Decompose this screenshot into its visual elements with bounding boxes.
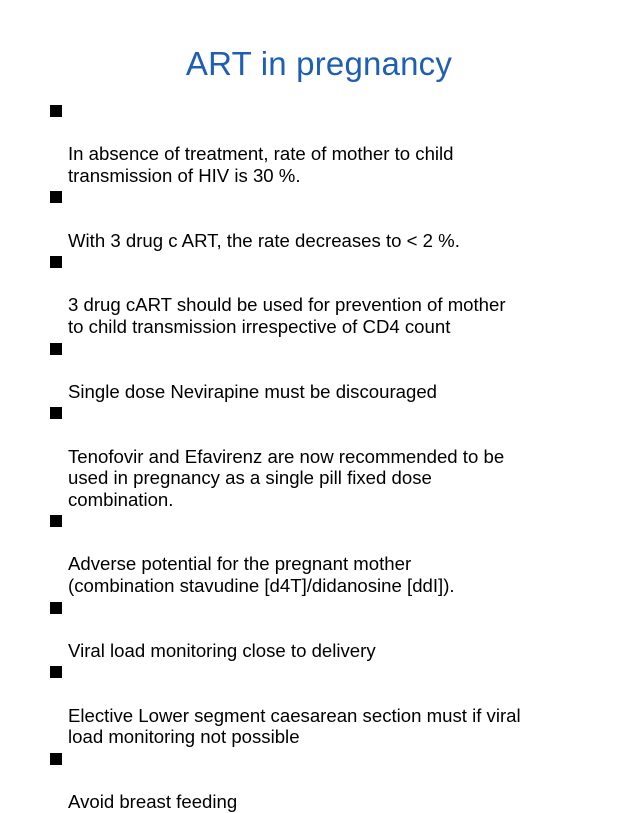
bullet-item <box>50 748 610 813</box>
bullet-text: Elective Lower segment caesarean section must if viral load monitoring not possible <box>68 704 521 748</box>
square-bullet-icon <box>50 191 62 203</box>
bullet-item <box>50 402 610 510</box>
square-bullet-icon <box>50 753 62 765</box>
square-bullet-icon <box>50 407 62 419</box>
square-bullet-icon <box>50 602 62 614</box>
square-bullet-icon <box>50 515 62 527</box>
bullet-text: In absence of treatment, rate of mother to child transmission of HIV is 30 %. <box>68 143 454 186</box>
slide-title: ART in pregnancy <box>185 45 453 82</box>
bullet-text: Avoid breast feeding <box>68 791 238 812</box>
bullet-item <box>50 661 610 747</box>
bullet-text: 3 drug cART should be used for prevention of mother to child transmission irrespective of CD4 count <box>68 294 506 337</box>
bullet-item <box>50 186 610 251</box>
bullet-text: Viral load monitoring close to delivery <box>68 639 376 661</box>
bullet-item <box>50 338 610 403</box>
bullet-item <box>50 100 610 186</box>
bullet-item <box>50 597 610 662</box>
bullet-list <box>50 100 610 813</box>
bullet-text: With 3 drug c ART, the rate decreases to < 2 %. <box>68 229 460 251</box>
bullet-text: Single dose Nevirapine must be discouraged <box>68 380 437 402</box>
square-bullet-icon <box>50 666 62 678</box>
bullet-item <box>50 251 610 337</box>
square-bullet-icon <box>50 105 62 117</box>
bullet-text: Tenofovir and Efavirenz are now recommended to be used in pregnancy as a single pill fixed dose combination. <box>68 445 505 510</box>
square-bullet-icon <box>50 256 62 268</box>
bullet-item <box>50 510 610 596</box>
bullet-text: Adverse potential for the pregnant mother (combination stavudine [d4T]/didanosine [ddI]). <box>68 553 455 597</box>
square-bullet-icon <box>50 343 62 355</box>
